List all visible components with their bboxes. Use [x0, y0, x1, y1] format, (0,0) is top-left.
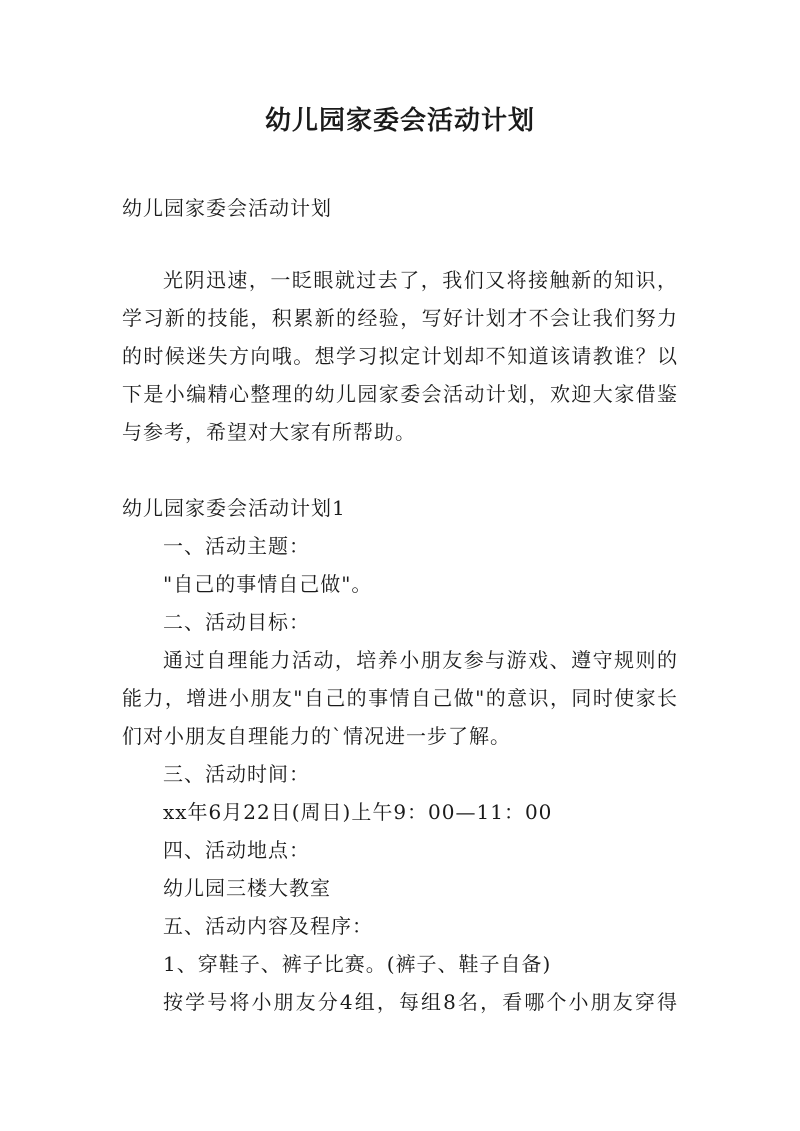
intro-line-2: 学习新的技能，积累新的经验，写好计划才不会让我们努力	[122, 306, 678, 330]
section4-heading: 四、活动地点：	[163, 838, 310, 862]
section4-text: 幼儿园三楼大教室	[163, 876, 331, 900]
section2-heading: 二、活动目标：	[163, 610, 310, 634]
intro-line-5: 与参考，希望对大家有所帮助。	[122, 420, 416, 444]
plan-heading: 幼儿园家委会活动计划1	[122, 496, 346, 520]
section5-item-1-text: 按学号将小朋友分4组，每组8名，看哪个小朋友穿得	[163, 990, 678, 1014]
section2-line-3: 们对小朋友自理能力的`情况进一步了解。	[122, 724, 511, 748]
section3-text: xx年6月22日(周日)上午9：00—11：00	[163, 800, 553, 824]
section5-item-1: 1、穿鞋子、裤子比赛。(裤子、鞋子自备)	[163, 952, 552, 976]
section2-line-2: 能力，增进小朋友"自己的事情自己做"的意识，同时使家长	[122, 686, 678, 710]
intro-line-3: 的时候迷失方向哦。想学习拟定计划却不知道该请教谁？以	[122, 344, 678, 368]
intro-line-1: 光阴迅速，一眨眼就过去了，我们又将接触新的知识，	[163, 268, 678, 292]
section1-heading: 一、活动主题：	[163, 534, 310, 558]
section3-heading: 三、活动时间：	[163, 762, 310, 786]
section5-heading: 五、活动内容及程序：	[163, 914, 373, 938]
section1-text: "自己的事情自己做"。	[163, 572, 373, 596]
intro-line-4: 下是小编精心整理的幼儿园家委会活动计划，欢迎大家借鉴	[122, 382, 678, 406]
document-title: 幼儿园家委会活动计划	[264, 106, 535, 136]
section2-line-1: 通过自理能力活动，培养小朋友参与游戏、遵守规则的	[163, 648, 678, 672]
document-subtitle: 幼儿园家委会活动计划	[122, 196, 332, 220]
